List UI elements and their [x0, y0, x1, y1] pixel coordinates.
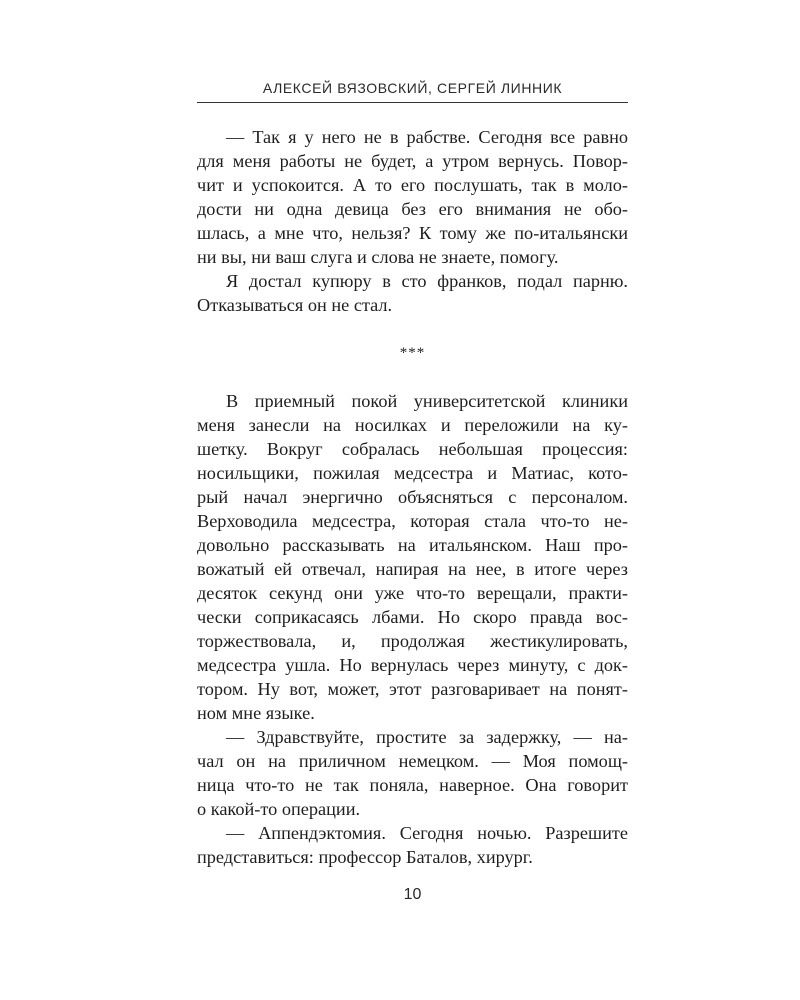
text-line: тором. Ну вот, может, этот разговаривает на понят- [197, 679, 628, 699]
text-line: — Аппендэктомия. Сегодня ночью. Разрешите [226, 823, 628, 843]
text-line: чит и успокоится. А то его послушать, так в моло- [197, 175, 628, 195]
text-line: В приемный покой университетской клиники [226, 391, 628, 411]
text-line: десяток секунд они уже что-то верещали, практи- [197, 583, 628, 603]
text-line: ни вы, ни ваш слуга и слова не знаете, помогу. [197, 247, 559, 267]
text-line: ном мне языке. [197, 703, 315, 723]
text-line: вожатый ей отвечал, напирая на нее, в итоге через [197, 559, 628, 579]
text-line: о какой-то операции. [197, 799, 361, 819]
text-line: Отказываться он не стал. [197, 295, 393, 315]
text-line: — Так я у него не в рабстве. Сегодня все равно [226, 127, 628, 147]
text-line: представиться: профессор Баталов, хирург. [197, 847, 533, 867]
text-line: шетку. Вокруг собралась небольшая процессия: [197, 439, 628, 459]
text-line: носильщики, пожилая медсестра и Матиас, кото- [197, 463, 628, 483]
text-line: ница что-то не так поняла, наверное. Она говорит [197, 775, 628, 795]
text-line: Я достал купюру в сто франков, подал парню. [226, 271, 628, 291]
text-line: рый начал энергично объясняться с персоналом. [197, 487, 628, 507]
text-line: чески соприкасаясь лбами. Но скоро правда вос- [197, 607, 628, 627]
text-line: чал он на приличном немецком. — Моя помощ- [197, 751, 628, 771]
text-line: Верховодила медсестра, которая стала что-то не- [197, 511, 628, 531]
text-line: шлась, а мне что, нельзя? К тому же по-итальянски [197, 223, 628, 243]
text-line: дости ни одна девица без его внимания не обо- [197, 199, 628, 219]
text-line: медсестра ушла. Но вернулась через минуту, с док- [197, 655, 628, 675]
text-line: — Здравствуйте, простите за задержку, — на- [226, 727, 628, 747]
text-block-2 [197, 389, 628, 869]
text-line: меня занесли на носилках и переложили на ку- [197, 415, 628, 435]
section-separator: *** [399, 345, 426, 361]
running-head: АЛЕКСЕЙ ВЯЗОВСКИЙ, СЕРГЕЙ ЛИННИК [262, 80, 563, 96]
text-line: торжествовала, и, продолжая жестикулировать, [197, 631, 628, 651]
page-number: 10 [403, 886, 422, 903]
text-block-1 [197, 125, 628, 317]
text-line: для меня работы не будет, а утром вернусь. Повор- [197, 151, 628, 171]
text-line: довольно рассказывать на итальянском. Наш про- [197, 535, 628, 555]
header-rule [197, 102, 628, 103]
